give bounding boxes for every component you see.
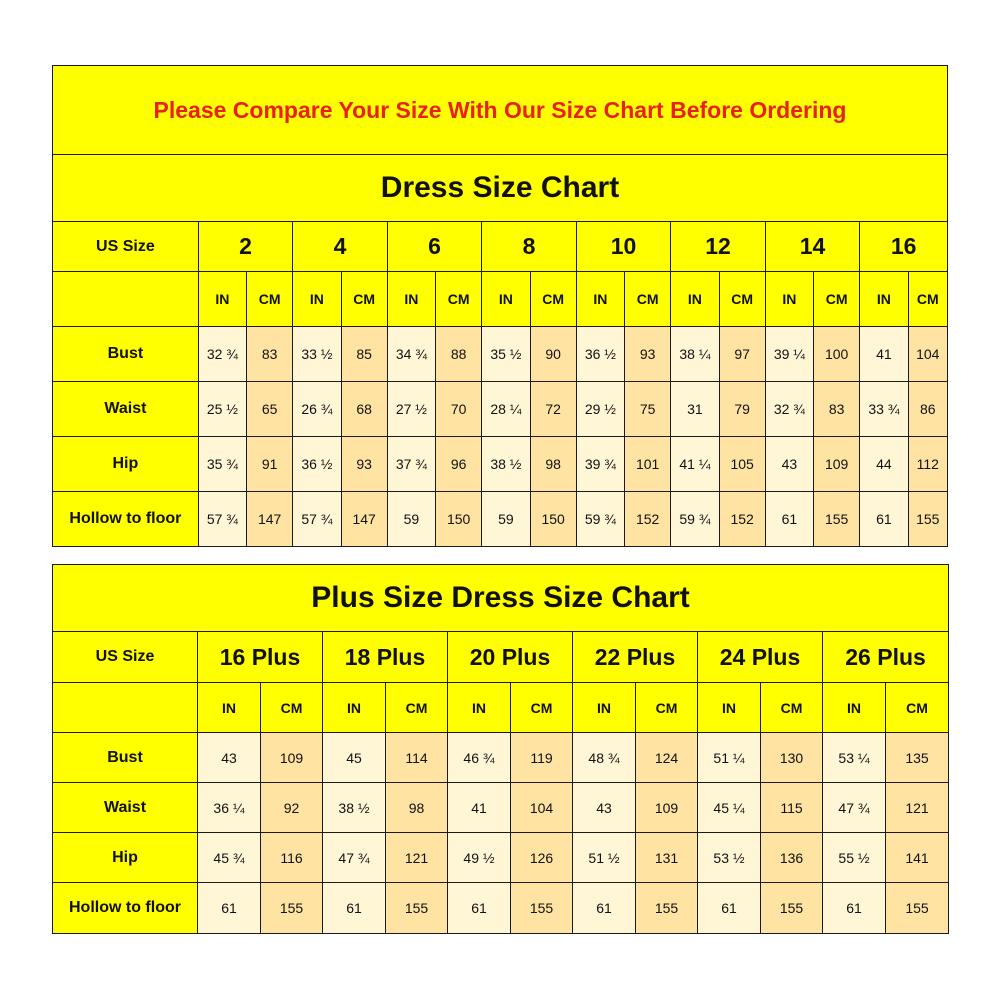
inch-value-cell: 51 ½ — [573, 833, 636, 883]
cm-value-cell: 93 — [625, 327, 671, 382]
cm-value-cell: 155 — [511, 883, 573, 934]
inch-value-cell: 35 ¾ — [198, 437, 246, 492]
inch-value-cell: 48 ¾ — [573, 733, 636, 783]
cm-value-cell: 131 — [636, 833, 698, 883]
cm-value-cell: 79 — [719, 382, 765, 437]
inch-value-cell: 61 — [860, 492, 908, 547]
cm-value-cell: 109 — [814, 437, 860, 492]
cm-value-cell: 104 — [511, 783, 573, 833]
unit-in: IN — [823, 683, 886, 733]
cm-value-cell: 65 — [247, 382, 293, 437]
inch-value-cell: 33 ½ — [293, 327, 341, 382]
cm-value-cell: 155 — [636, 883, 698, 934]
table-row — [53, 492, 948, 547]
cm-value-cell: 155 — [814, 492, 860, 547]
unit-cm: CM — [261, 683, 323, 733]
cm-value-cell: 104 — [908, 327, 947, 382]
unit-cm: CM — [719, 272, 765, 327]
inch-value-cell: 53 ½ — [698, 833, 761, 883]
row-label: Hip — [53, 833, 198, 883]
size-header: 10 — [576, 222, 671, 272]
cm-value-cell: 83 — [814, 382, 860, 437]
inch-value-cell: 33 ¾ — [860, 382, 908, 437]
table-row — [53, 883, 949, 934]
unit-row-label-empty — [53, 683, 198, 733]
inch-value-cell: 32 ¾ — [765, 382, 813, 437]
table-row — [53, 327, 948, 382]
cm-value-cell: 91 — [247, 437, 293, 492]
inch-value-cell: 38 ½ — [323, 783, 386, 833]
unit-cm: CM — [386, 683, 448, 733]
cm-value-cell: 124 — [636, 733, 698, 783]
table-row — [53, 783, 949, 833]
row-label: Waist — [53, 382, 199, 437]
notice-banner: Please Compare Your Size With Our Size Chart Before Ordering — [53, 66, 948, 155]
inch-value-cell: 43 — [765, 437, 813, 492]
inch-value-cell: 29 ½ — [576, 382, 624, 437]
unit-in: IN — [482, 272, 530, 327]
cm-value-cell: 126 — [511, 833, 573, 883]
cm-value-cell: 155 — [761, 883, 823, 934]
unit-in: IN — [387, 272, 435, 327]
us-size-label: US Size — [53, 632, 198, 683]
row-label: Bust — [53, 327, 199, 382]
cm-value-cell: 97 — [719, 327, 765, 382]
unit-cm: CM — [511, 683, 573, 733]
size-header: 8 — [482, 222, 577, 272]
row-label: Waist — [53, 783, 198, 833]
size-header: 6 — [387, 222, 482, 272]
unit-in: IN — [671, 272, 719, 327]
cm-value-cell: 92 — [261, 783, 323, 833]
cm-value-cell: 115 — [761, 783, 823, 833]
row-label: Hollow to floor — [53, 883, 198, 934]
unit-in: IN — [323, 683, 386, 733]
inch-value-cell: 41 — [860, 327, 908, 382]
inch-value-cell: 57 ¾ — [198, 492, 246, 547]
size-header: 20 Plus — [448, 632, 573, 683]
inch-value-cell: 34 ¾ — [387, 327, 435, 382]
inch-value-cell: 35 ½ — [482, 327, 530, 382]
cm-value-cell: 116 — [261, 833, 323, 883]
unit-in: IN — [576, 272, 624, 327]
inch-value-cell: 37 ¾ — [387, 437, 435, 492]
inch-value-cell: 59 — [387, 492, 435, 547]
cm-value-cell: 141 — [886, 833, 949, 883]
cm-value-cell: 155 — [261, 883, 323, 934]
plus-chart-title: Plus Size Dress Size Chart — [53, 565, 949, 632]
inch-value-cell: 51 ¼ — [698, 733, 761, 783]
unit-in: IN — [448, 683, 511, 733]
cm-value-cell: 85 — [341, 327, 387, 382]
dress-size-chart-table — [52, 65, 948, 547]
size-header: 16 Plus — [198, 632, 323, 683]
inch-value-cell: 26 ¾ — [293, 382, 341, 437]
cm-value-cell: 72 — [530, 382, 576, 437]
cm-value-cell: 98 — [386, 783, 448, 833]
cm-value-cell: 93 — [341, 437, 387, 492]
inch-value-cell: 38 ½ — [482, 437, 530, 492]
table-row — [53, 733, 949, 783]
inch-value-cell: 61 — [448, 883, 511, 934]
row-label: Hip — [53, 437, 199, 492]
size-header: 14 — [765, 222, 860, 272]
size-header: 2 — [198, 222, 293, 272]
inch-value-cell: 25 ½ — [198, 382, 246, 437]
cm-value-cell: 121 — [886, 783, 949, 833]
unit-in: IN — [198, 272, 246, 327]
cm-value-cell: 152 — [719, 492, 765, 547]
inch-value-cell: 43 — [573, 783, 636, 833]
cm-value-cell: 88 — [436, 327, 482, 382]
inch-value-cell: 28 ¼ — [482, 382, 530, 437]
cm-value-cell: 105 — [719, 437, 765, 492]
unit-row-label-empty — [53, 272, 199, 327]
us-size-label: US Size — [53, 222, 199, 272]
unit-cm: CM — [247, 272, 293, 327]
dress-chart-title: Dress Size Chart — [53, 155, 948, 222]
unit-cm: CM — [636, 683, 698, 733]
unit-in: IN — [860, 272, 908, 327]
unit-cm: CM — [814, 272, 860, 327]
table-row — [53, 833, 949, 883]
inch-value-cell: 27 ½ — [387, 382, 435, 437]
inch-value-cell: 32 ¾ — [198, 327, 246, 382]
table-row — [53, 382, 948, 437]
inch-value-cell: 46 ¾ — [448, 733, 511, 783]
inch-value-cell: 61 — [823, 883, 886, 934]
inch-value-cell: 39 ¼ — [765, 327, 813, 382]
unit-cm: CM — [530, 272, 576, 327]
cm-value-cell: 68 — [341, 382, 387, 437]
cm-value-cell: 130 — [761, 733, 823, 783]
cm-value-cell: 155 — [886, 883, 949, 934]
row-label: Bust — [53, 733, 198, 783]
inch-value-cell: 31 — [671, 382, 719, 437]
inch-value-cell: 57 ¾ — [293, 492, 341, 547]
cm-value-cell: 121 — [386, 833, 448, 883]
size-header: 4 — [293, 222, 388, 272]
unit-in: IN — [573, 683, 636, 733]
cm-value-cell: 96 — [436, 437, 482, 492]
row-label: Hollow to floor — [53, 492, 199, 547]
cm-value-cell: 150 — [436, 492, 482, 547]
inch-value-cell: 49 ½ — [448, 833, 511, 883]
inch-value-cell: 36 ¼ — [198, 783, 261, 833]
cm-value-cell: 155 — [386, 883, 448, 934]
unit-cm: CM — [625, 272, 671, 327]
size-header: 26 Plus — [823, 632, 949, 683]
inch-value-cell: 47 ¾ — [323, 833, 386, 883]
unit-in: IN — [698, 683, 761, 733]
size-header: 22 Plus — [573, 632, 698, 683]
table-row — [53, 437, 948, 492]
inch-value-cell: 45 ¾ — [198, 833, 261, 883]
inch-value-cell: 61 — [198, 883, 261, 934]
cm-value-cell: 75 — [625, 382, 671, 437]
inch-value-cell: 44 — [860, 437, 908, 492]
unit-cm: CM — [341, 272, 387, 327]
cm-value-cell: 150 — [530, 492, 576, 547]
cm-value-cell: 112 — [908, 437, 947, 492]
inch-value-cell: 55 ½ — [823, 833, 886, 883]
size-header: 18 Plus — [323, 632, 448, 683]
size-header: 16 — [860, 222, 948, 272]
inch-value-cell: 59 ¾ — [576, 492, 624, 547]
cm-value-cell: 109 — [636, 783, 698, 833]
cm-value-cell: 119 — [511, 733, 573, 783]
unit-in: IN — [765, 272, 813, 327]
cm-value-cell: 83 — [247, 327, 293, 382]
cm-value-cell: 109 — [261, 733, 323, 783]
inch-value-cell: 36 ½ — [293, 437, 341, 492]
unit-cm: CM — [886, 683, 949, 733]
unit-cm: CM — [908, 272, 947, 327]
cm-value-cell: 135 — [886, 733, 949, 783]
cm-value-cell: 155 — [908, 492, 947, 547]
inch-value-cell: 61 — [323, 883, 386, 934]
inch-value-cell: 43 — [198, 733, 261, 783]
inch-value-cell: 45 ¼ — [698, 783, 761, 833]
unit-cm: CM — [761, 683, 823, 733]
size-header: 12 — [671, 222, 766, 272]
inch-value-cell: 61 — [573, 883, 636, 934]
plus-size-chart-table — [52, 564, 949, 934]
cm-value-cell: 86 — [908, 382, 947, 437]
inch-value-cell: 59 — [482, 492, 530, 547]
inch-value-cell: 53 ¼ — [823, 733, 886, 783]
size-header: 24 Plus — [698, 632, 823, 683]
inch-value-cell: 41 ¼ — [671, 437, 719, 492]
inch-value-cell: 45 — [323, 733, 386, 783]
unit-in: IN — [198, 683, 261, 733]
cm-value-cell: 136 — [761, 833, 823, 883]
cm-value-cell: 147 — [341, 492, 387, 547]
inch-value-cell: 61 — [765, 492, 813, 547]
cm-value-cell: 152 — [625, 492, 671, 547]
inch-value-cell: 61 — [698, 883, 761, 934]
inch-value-cell: 39 ¾ — [576, 437, 624, 492]
cm-value-cell: 98 — [530, 437, 576, 492]
inch-value-cell: 41 — [448, 783, 511, 833]
inch-value-cell: 38 ¼ — [671, 327, 719, 382]
cm-value-cell: 70 — [436, 382, 482, 437]
cm-value-cell: 90 — [530, 327, 576, 382]
inch-value-cell: 47 ¾ — [823, 783, 886, 833]
cm-value-cell: 101 — [625, 437, 671, 492]
inch-value-cell: 59 ¾ — [671, 492, 719, 547]
cm-value-cell: 100 — [814, 327, 860, 382]
unit-cm: CM — [436, 272, 482, 327]
cm-value-cell: 147 — [247, 492, 293, 547]
unit-in: IN — [293, 272, 341, 327]
cm-value-cell: 114 — [386, 733, 448, 783]
inch-value-cell: 36 ½ — [576, 327, 624, 382]
